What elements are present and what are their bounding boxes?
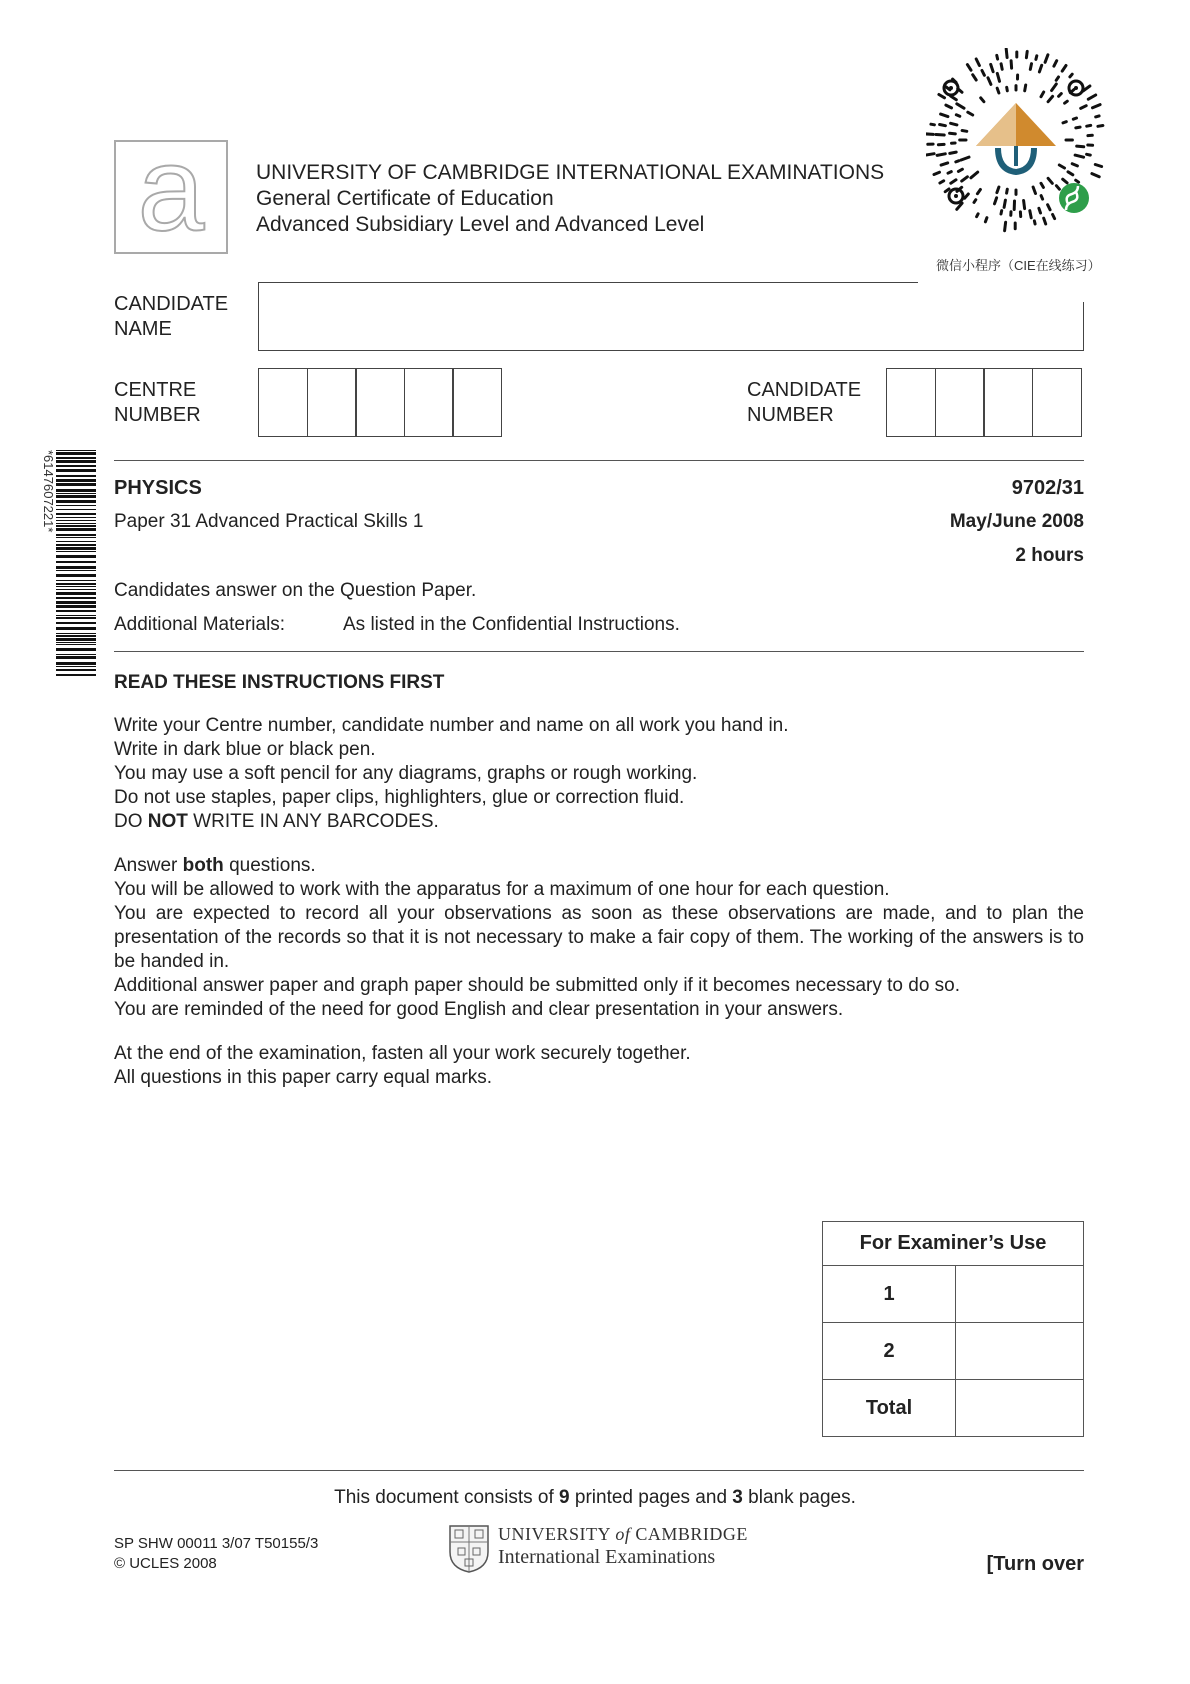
footer-ref: SP SHW 00011 3/07 T50155/3 © UCLES 2008 <box>114 1535 319 1572</box>
candidate-number-cell[interactable] <box>1032 368 1082 437</box>
instruction-line: Write your Centre number, candidate number and name on all work you hand in. <box>114 715 789 736</box>
centre-number-cell[interactable] <box>307 368 357 437</box>
centre-number-cell[interactable] <box>452 368 502 437</box>
instruction-line: All questions in this paper carry equal marks. <box>114 1067 493 1088</box>
examiner-use-table <box>822 1221 1084 1437</box>
answer-note: Candidates answer on the Question Paper. <box>114 580 477 601</box>
barcode-icon <box>38 450 98 680</box>
page-count-note: This document consists of 9 printed pages and 3 blank pages. <box>334 1487 856 1508</box>
qr-caption: 微信小程序（CIE在线练习） <box>936 258 1101 273</box>
centre-number-label: CENTRE NUMBER <box>114 379 201 426</box>
instruction-line: You are expected to record all your observations as soon as these observations are made, and to plan the presentation of the records so that it is not necessary to make a fair copy of them. The working of the answers is to be handed in. <box>114 903 1084 972</box>
instruction-line: You will be allowed to work with the apparatus for a maximum of one hour for each question. <box>114 879 890 900</box>
barcode <box>38 450 98 680</box>
candidate-name-label: CANDIDATE NAME <box>114 293 229 340</box>
svg-text:a: a <box>137 142 205 252</box>
duration: 2 hours <box>1015 545 1084 566</box>
materials-value: As listed in the Confidential Instructions. <box>343 614 680 635</box>
name-box-bottom <box>258 350 1084 351</box>
logo-a-icon <box>116 142 226 252</box>
candidate-number-cell[interactable] <box>935 368 985 437</box>
barcode-text: *6147607221* <box>41 450 56 533</box>
examiner-mark-cell[interactable] <box>956 1323 1084 1380</box>
name-box-right <box>1083 302 1084 351</box>
divider <box>114 651 1084 652</box>
candidate-number-field[interactable] <box>886 368 1082 437</box>
instruction-line: Do not use staples, paper clips, highlighters, glue or correction fluid. <box>114 787 685 808</box>
candidate-number-cell[interactable] <box>886 368 936 437</box>
paper-code: 9702/31 <box>1011 477 1084 499</box>
divider <box>114 460 1084 461</box>
examiner-mark-cell[interactable] <box>956 1266 1084 1323</box>
examiner-use-heading: For Examiner’s Use <box>823 1222 1084 1266</box>
turn-over: [Turn over <box>986 1553 1084 1575</box>
cie-logo <box>114 140 228 254</box>
session: May/June 2008 <box>949 511 1084 532</box>
qr-code-icon <box>926 48 1106 233</box>
header-line-3: Advanced Subsidiary Level and Advanced Level <box>256 213 705 236</box>
candidate-name-field[interactable] <box>260 284 1080 348</box>
header-line-1: UNIVERSITY OF CAMBRIDGE INTERNATIONAL EXAMINATIONS <box>256 161 885 184</box>
examiner-mark-cell[interactable] <box>956 1380 1084 1437</box>
name-box-top <box>258 282 918 283</box>
instruction-line-answer: Answer both questions. <box>114 855 316 876</box>
instruction-line: At the end of the examination, fasten all your work securely together. <box>114 1043 691 1064</box>
examiner-row-label: 1 <box>823 1266 956 1323</box>
instructions-body <box>114 714 1084 1090</box>
candidate-number-label: CANDIDATE NUMBER <box>747 379 862 426</box>
instruction-line: You may use a soft pencil for any diagrams, graphs or rough working. <box>114 763 698 784</box>
instruction-line: Write in dark blue or black pen. <box>114 739 376 760</box>
materials-label: Additional Materials: <box>114 614 286 635</box>
paper-title: Paper 31 Advanced Practical Skills 1 <box>114 511 424 532</box>
centre-number-cell[interactable] <box>355 368 405 437</box>
instruction-line-barcodes: DO NOT WRITE IN ANY BARCODES. <box>114 811 439 832</box>
instruction-line: You are reminded of the need for good English and clear presentation in your answers. <box>114 999 844 1020</box>
examiner-row-label: Total <box>823 1380 956 1437</box>
instruction-line: Additional answer paper and graph paper should be submitted only if it becomes necessary to do so. <box>114 975 961 996</box>
cambridge-wordmark: UNIVERSITY of CAMBRIDGE International Examinations <box>498 1524 748 1568</box>
candidate-number-cell[interactable] <box>983 368 1033 437</box>
centre-number-field[interactable] <box>258 368 502 437</box>
qr-code[interactable] <box>926 48 1106 233</box>
name-box-left <box>258 282 259 351</box>
instructions-heading: READ THESE INSTRUCTIONS FIRST <box>114 672 445 693</box>
subject: PHYSICS <box>114 477 202 499</box>
cambridge-crest-icon <box>448 1524 490 1574</box>
examiner-row-label: 2 <box>823 1323 956 1380</box>
centre-number-cell[interactable] <box>258 368 308 437</box>
centre-number-cell[interactable] <box>404 368 454 437</box>
divider <box>114 1470 1084 1471</box>
header-line-2: General Certificate of Education <box>256 187 554 210</box>
